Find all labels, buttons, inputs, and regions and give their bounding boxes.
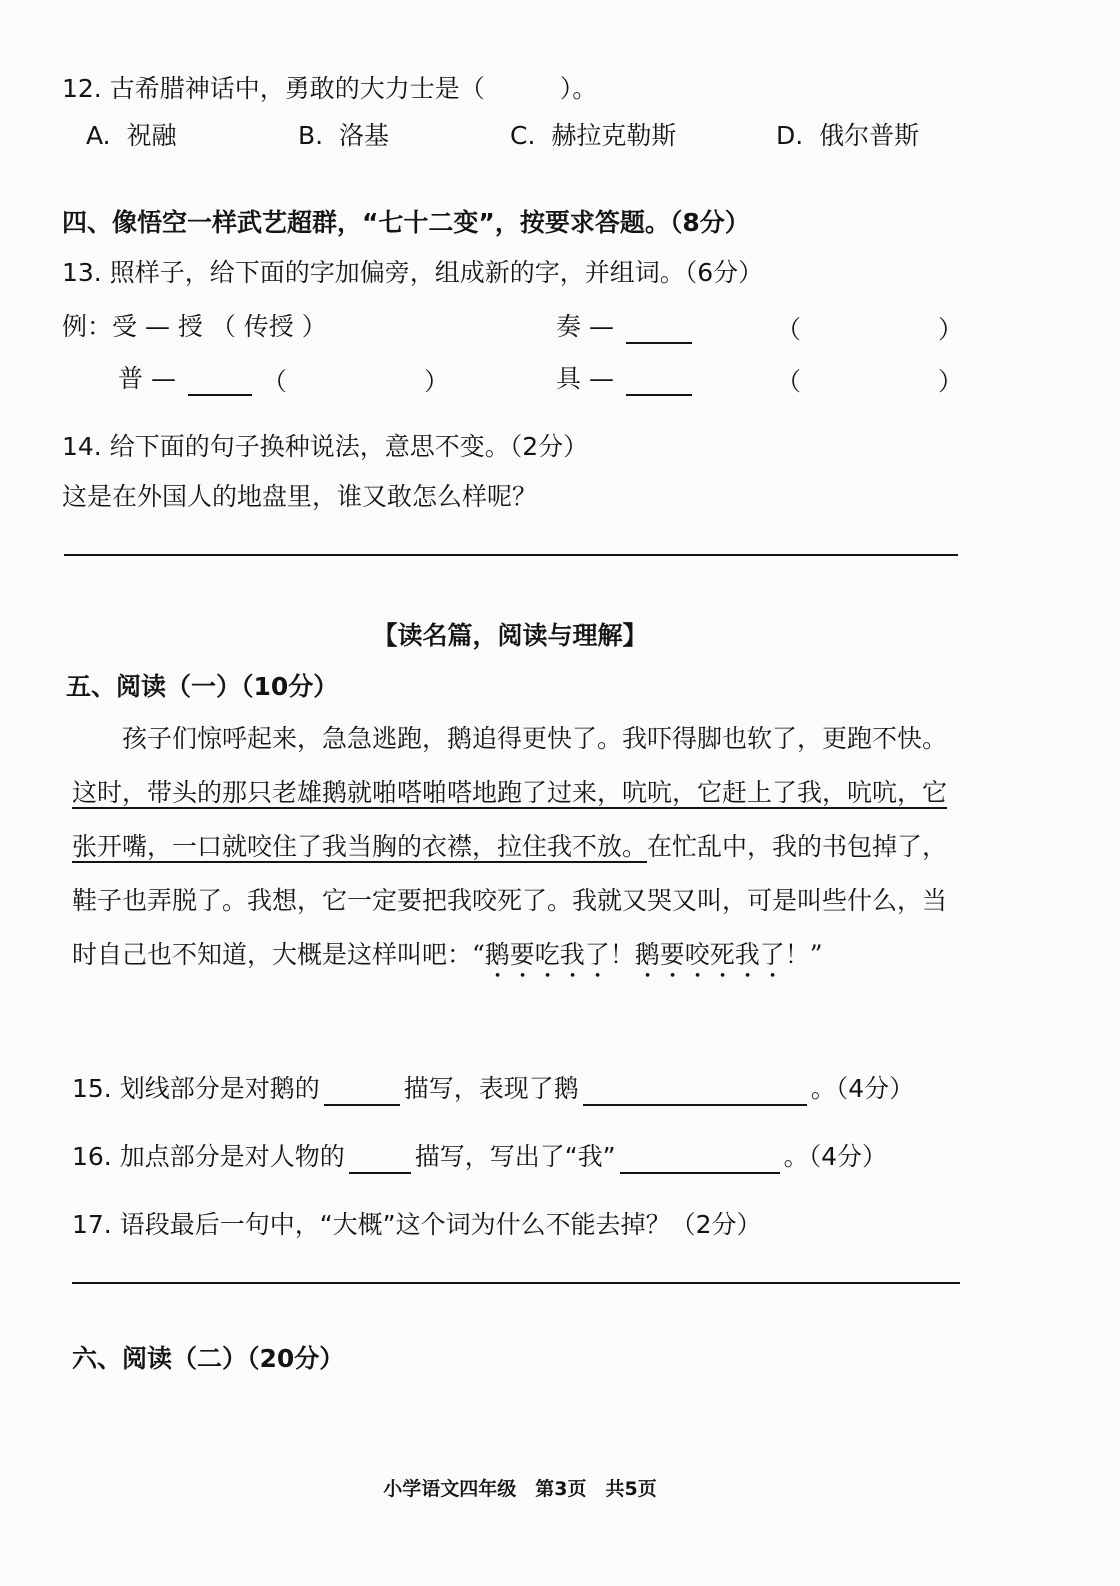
q14-answer-line[interactable] (64, 554, 958, 556)
close-paren: ） (424, 367, 450, 396)
close-paren: ） (938, 367, 964, 396)
example-text: 受 — 授 （ 传授 ） (112, 312, 327, 341)
char-blank[interactable] (626, 314, 692, 344)
q16 (72, 1140, 887, 1174)
dotted-text: “鹅要吃我了！鹅要咬死我了！” (472, 940, 823, 969)
q15-blank-2[interactable] (583, 1076, 807, 1106)
q17-stem: 17. 语段最后一句中，“大概”这个词为什么不能去掉？（2分） (72, 1210, 762, 1239)
q16-part3: 。（4分） (783, 1142, 888, 1171)
passage-text: 孩子们惊呼起来，急急逃跑，鹅追得更快了。我吓得脚也软了，更跑不快。 (122, 724, 948, 753)
word-blank[interactable] (292, 364, 422, 394)
reading-title: 【读名篇，阅读与理解】 (372, 621, 648, 650)
open-paren: （ (776, 315, 802, 344)
char-blank[interactable] (626, 366, 692, 396)
q16-part1: 16. 加点部分是对人物的 (72, 1142, 345, 1171)
q12-stem: 12. 古希腊神话中，勇敢的大力士是（ ）。 (62, 74, 598, 103)
q12-option-c[interactable] (510, 116, 676, 152)
item-char: 奏 — (556, 312, 614, 341)
word-blank[interactable] (806, 312, 936, 342)
section4-heading: 四、像悟空一样武艺超群，“七十二变”，按要求答题。（8分） (62, 208, 750, 237)
q13-stem: 13. 照样子，给下面的字加偏旁，组成新的字，并组词。（6分） (62, 258, 764, 287)
option-text: 赫拉克勒斯 (551, 121, 677, 150)
option-letter: B. (298, 121, 324, 150)
q16-blank-1[interactable] (349, 1144, 411, 1174)
q16-blank-2[interactable] (620, 1144, 780, 1174)
q12-option-a[interactable] (86, 116, 177, 152)
option-text: 俄尔普斯 (819, 121, 920, 150)
char-blank[interactable] (188, 366, 252, 396)
q13-item-pu (118, 362, 256, 396)
close-paren: ） (938, 315, 964, 344)
option-letter: C. (510, 121, 536, 150)
option-letter: A. (86, 121, 111, 150)
q14-sentence: 这是在外国人的地盘里，谁又敢怎么样呢？ (62, 482, 538, 511)
q15-part2: 描写，表现了鹅 (403, 1074, 579, 1103)
item-char: 具 — (556, 364, 614, 393)
q15-blank-1[interactable] (324, 1076, 400, 1106)
open-paren: （ (776, 367, 802, 396)
word-blank[interactable] (806, 364, 936, 394)
passage-text: 在忙乱中，我的书包掉了，鞋子也弄脱了。我想，它一定要把我咬死了。我就又哭又叫，可是叫些什么，当时自己也不知道，大概是这样叫吧： (72, 832, 948, 969)
section5-heading: 五、阅读（一）（10分） (66, 672, 339, 701)
open-paren: （ (262, 367, 288, 396)
q15-part1: 15. 划线部分是对鹅的 (72, 1074, 320, 1103)
q14-stem: 14. 给下面的句子换种说法，意思不变。（2分） (62, 432, 589, 461)
page-footer: 小学语文四年级 第3页 共5页 (383, 1478, 657, 1500)
option-text: 祝融 (126, 121, 177, 150)
q16-part2: 描写，写出了“我” (414, 1142, 616, 1171)
q13-item-zou (556, 310, 696, 344)
q13-item-ju (556, 362, 696, 396)
option-text: 洛基 (339, 121, 390, 150)
item-char: 普 — (118, 364, 176, 393)
q17-answer-line[interactable] (72, 1282, 960, 1284)
q13-example (62, 310, 327, 344)
q12-option-b[interactable] (298, 116, 389, 152)
option-letter: D. (776, 121, 804, 150)
underlined-text: 这时，带头的那只老雄鹅就啪嗒啪嗒地跑了过来，吭吭，它赶上了我，吭吭，它张开嘴，一口就咬住了我当胸的衣襟，拉住我不放。 (72, 778, 948, 861)
section6-heading: 六、阅读（二）（20分） (72, 1344, 345, 1373)
q12-option-d[interactable] (776, 116, 919, 152)
example-label: 例： (62, 312, 113, 341)
reading-passage (72, 712, 962, 984)
q15 (72, 1072, 914, 1106)
q15-part3: 。（4分） (810, 1074, 915, 1103)
